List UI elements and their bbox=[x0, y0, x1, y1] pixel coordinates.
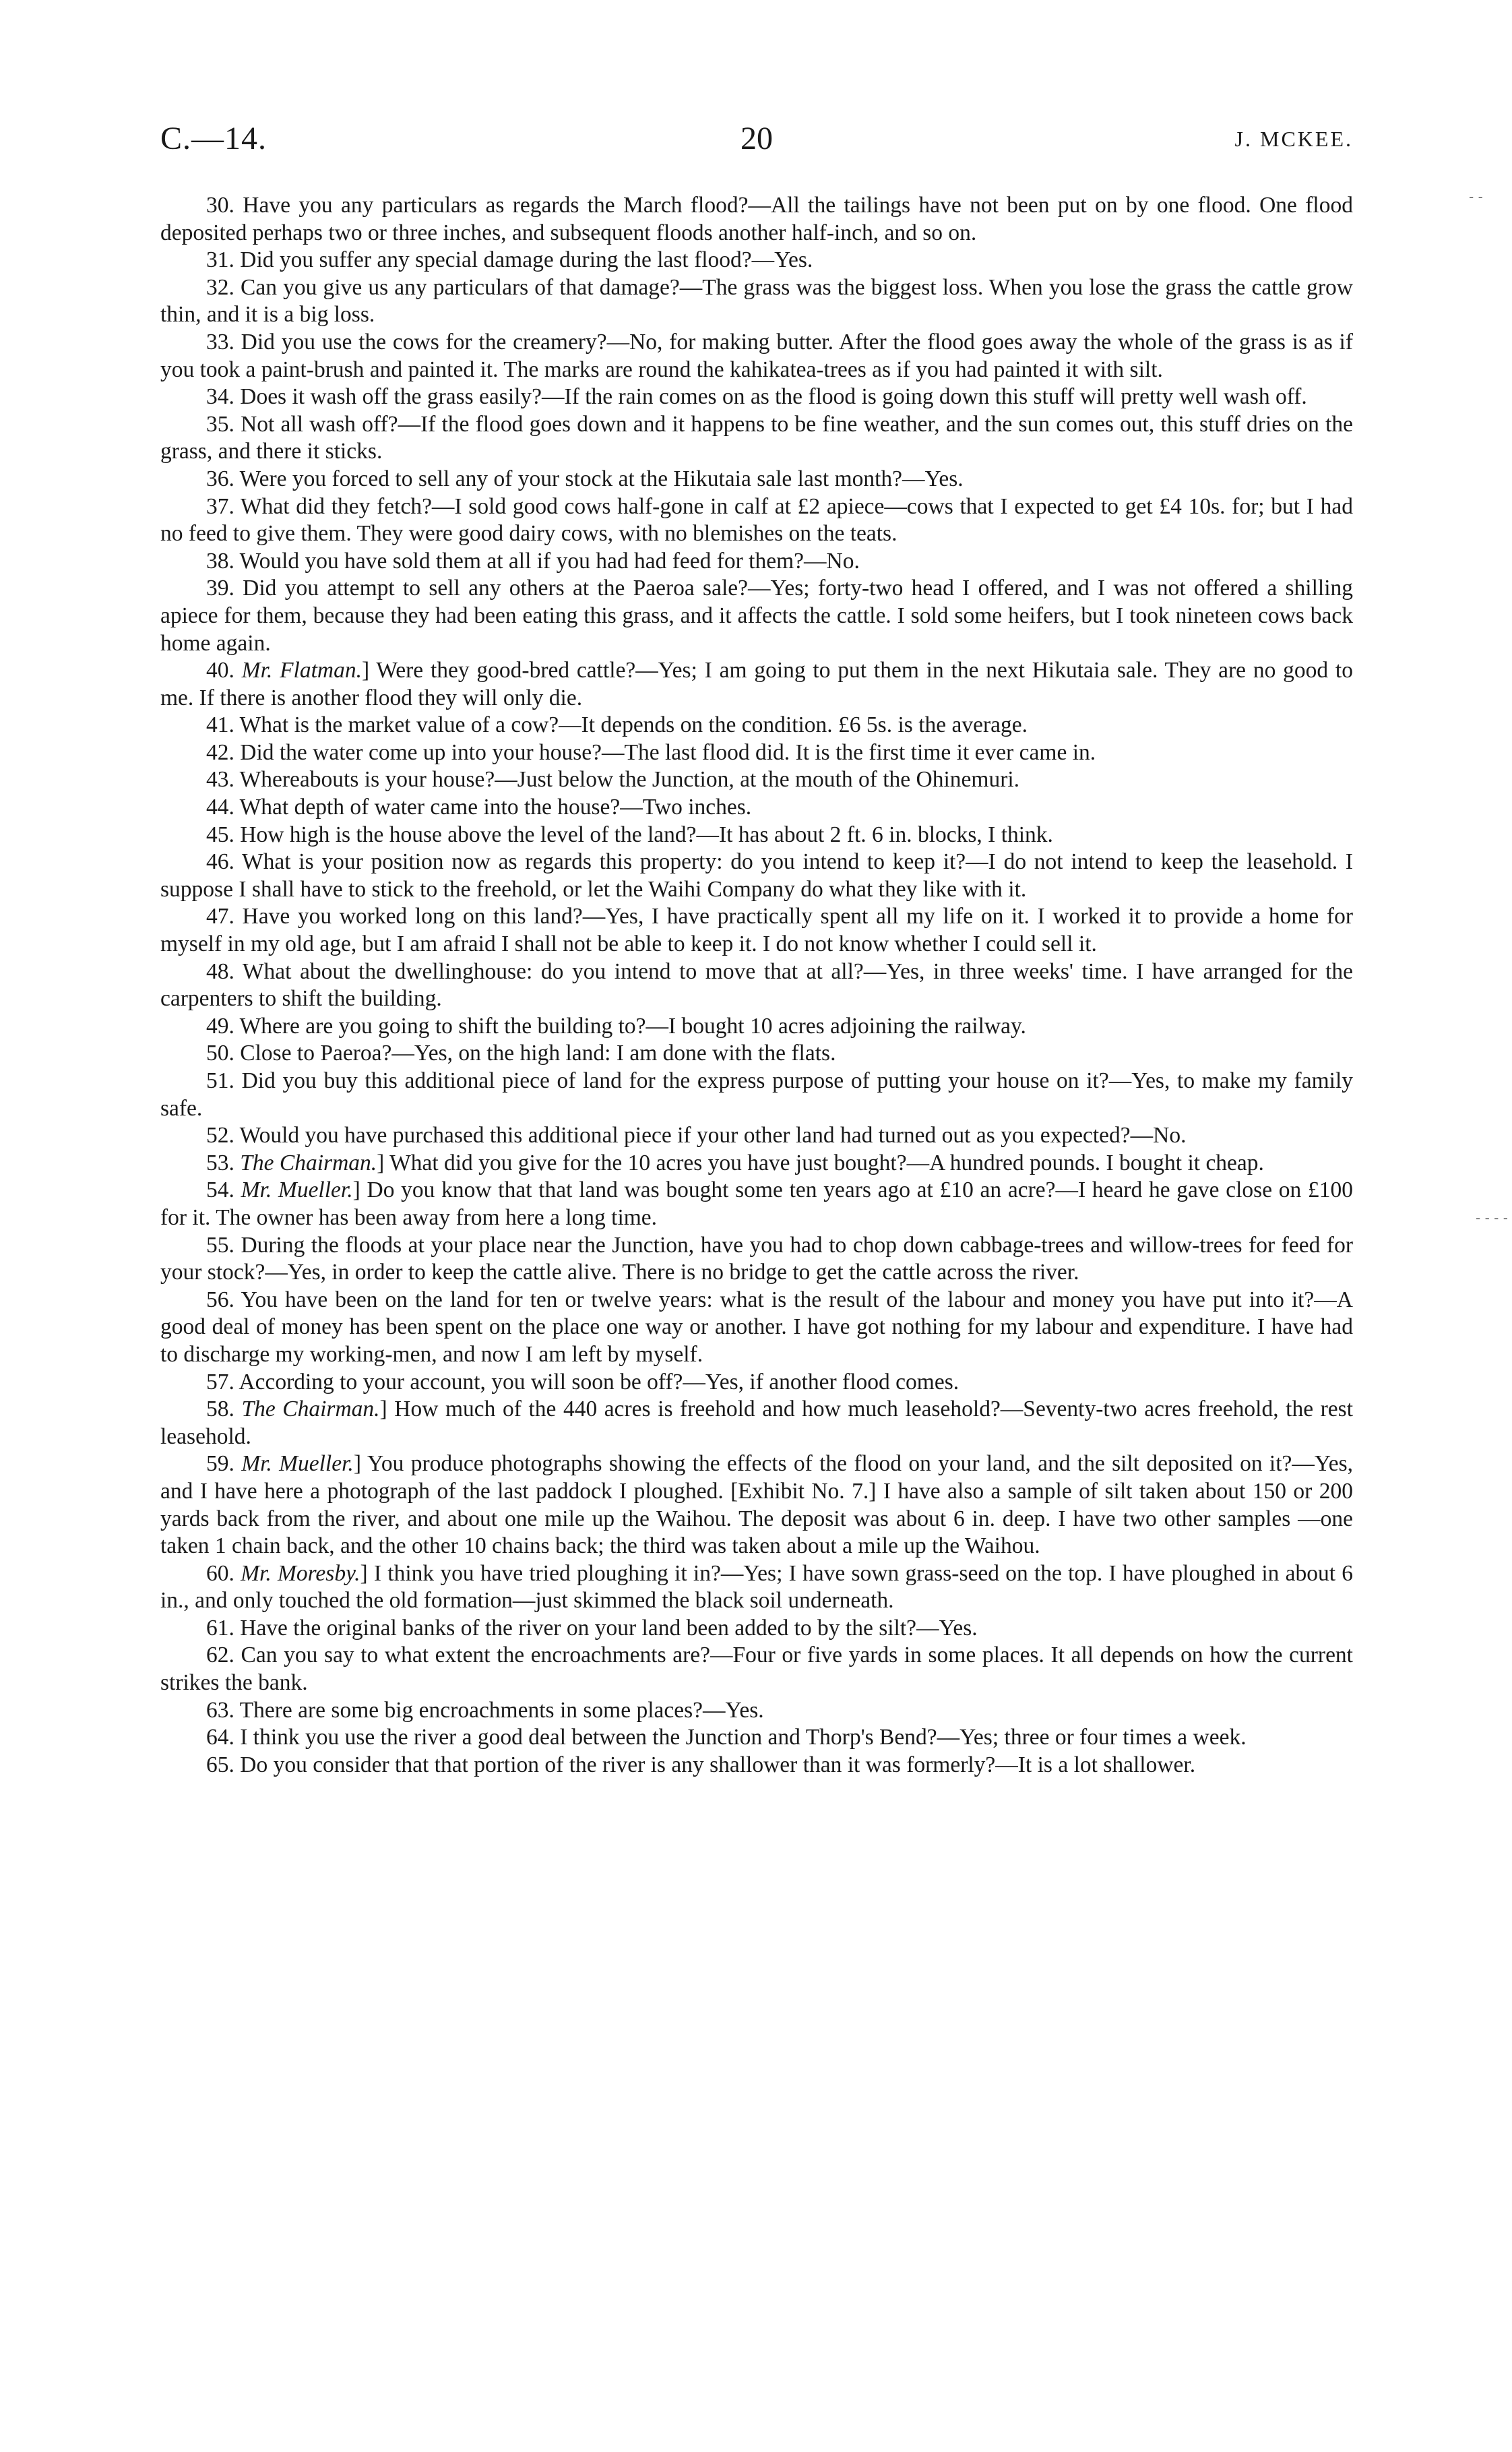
question-number: 57. bbox=[206, 1369, 234, 1394]
testimony-paragraph: 40. Mr. Flatman.] Were they good-bred cattle?—Yes; I am going to put them in the next Hikutaia sale. They are no good to me. If there is another flood they will only die. bbox=[160, 658, 1353, 710]
question-answer-text: Were they good-bred cattle?—Yes; I am going to put them in the next Hikutaia sale. They are no good to me. If there is another flood they will only die. bbox=[160, 658, 1353, 710]
testimony-paragraph bbox=[160, 903, 1353, 958]
question-answer-text: Whereabouts is your house?—Just below the Junction, at the mouth of the Ohinemuri. bbox=[239, 767, 1020, 793]
question-number: 36. bbox=[206, 466, 234, 491]
question-answer-text: Did you suffer any special damage during the last flood?—Yes. bbox=[240, 247, 813, 273]
question-answer-text: What depth of water came into the house?—Two inches. bbox=[239, 795, 752, 820]
testimony-paragraph bbox=[160, 958, 1353, 1013]
page-number: 20 bbox=[741, 121, 773, 156]
question-answer-text: Have the original banks of the river on your land been added to by the silt?—Yes. bbox=[240, 1615, 978, 1641]
testimony-paragraph bbox=[160, 1040, 1353, 1068]
question-number: 50. bbox=[206, 1041, 234, 1066]
testimony-paragraph bbox=[160, 1615, 1353, 1643]
question-number: 61. bbox=[206, 1615, 234, 1641]
question-answer-text: I think you have tried ploughing it in?—Yes; I have sown grass-seed on the top. I have ploughed in about 6 in., and only touched the old formation—just skimmed the black soil underneath. bbox=[160, 1560, 1354, 1614]
question-answer-text: Close to Paeroa?—Yes, on the high land: I am done with the flats. bbox=[240, 1041, 836, 1066]
margin-dash: - - - - bbox=[1476, 1210, 1508, 1226]
testimony-paragraph: 60. Mr. Moresby.] I think you have tried ploughing it in?—Yes; I have sown grass-seed on the top. I have ploughed in about 6 in., and only touched the old formation—just skimmed the black soil underneath. bbox=[160, 1560, 1354, 1614]
question-answer-text: Did you buy this additional piece of land for the express purpose of putting your house on it?—Yes, to make my family safe. bbox=[160, 1068, 1354, 1121]
question-answer-text: Did the water come up into your house?—The last flood did. It is the first time it ever came in. bbox=[240, 739, 1096, 765]
question-answer-text: What did they fetch?—I sold good cows half-gone in calf at £2 apiece—cows that I expected to get £4 10s. for; but I had no feed to give them. They were good dairy cows, with no blemishes on the teats. bbox=[160, 493, 1353, 547]
question-answer-text: Do you know that that land was bought some ten years ago at £10 an acre?—I heard he gave close on £100 for it. The owner has been away from here a long time. bbox=[160, 1177, 1354, 1230]
testimony-body bbox=[160, 192, 1353, 1779]
question-number: 30. bbox=[206, 193, 234, 218]
witness-name: J. MCKEE. bbox=[1234, 127, 1353, 151]
question-number: 47. bbox=[206, 904, 234, 929]
question-answer-text: Where are you going to shift the building to?—I bought 10 acres adjoining the railway. bbox=[239, 1013, 1026, 1039]
speaker-name: The Chairman. bbox=[241, 1397, 380, 1422]
speaker-name: The Chairman. bbox=[240, 1150, 377, 1175]
testimony-paragraph bbox=[160, 384, 1353, 411]
question-answer-text: Can you give us any particulars of that damage?—The grass was the biggest loss. When you lose the grass the cattle grow thin, and it is a big loss. bbox=[160, 274, 1353, 328]
margin-dash: - - bbox=[1469, 189, 1483, 205]
question-number: 52. bbox=[206, 1123, 234, 1148]
question-number: 40. bbox=[206, 658, 234, 683]
question-number: 55. bbox=[206, 1232, 234, 1258]
testimony-paragraph bbox=[160, 466, 1353, 493]
question-answer-text: Not all wash off?—If the flood goes down and it happens to be fine weather, and the sun comes out, this stuff dries on the grass, and there it sticks. bbox=[160, 411, 1353, 464]
question-answer-text: What did you give for the 10 acres you have just bought?—A hundred pounds. I bought it cheap. bbox=[389, 1150, 1264, 1175]
question-answer-text: Do you consider that that portion of the river is any shallower than it was formerly?—It is a lot shallower. bbox=[240, 1752, 1196, 1777]
question-number: 59. bbox=[206, 1451, 234, 1477]
speaker-name: Mr. Mueller. bbox=[241, 1177, 353, 1203]
document-reference: C.—14. bbox=[160, 121, 267, 156]
question-number: 60. bbox=[206, 1560, 234, 1586]
question-answer-text: Were you forced to sell any of your stock at the Hikutaia sale last month?—Yes. bbox=[239, 466, 964, 491]
speaker-name: Mr. Mueller. bbox=[241, 1451, 354, 1477]
testimony-paragraph bbox=[160, 1122, 1353, 1150]
question-number: 62. bbox=[206, 1643, 234, 1668]
speaker-name: Mr. Moresby. bbox=[241, 1560, 360, 1586]
question-number: 34. bbox=[206, 384, 234, 410]
testimony-paragraph bbox=[160, 548, 1353, 576]
question-number: 39. bbox=[206, 576, 234, 601]
question-answer-text: How high is the house above the level of the land?—It has about 2 ft. 6 in. blocks, I think. bbox=[240, 822, 1053, 847]
question-answer-text: Have you worked long on this land?—Yes, I have practically spent all my life on it. I worked it to provide a home for myself in my old age, but I am afraid I shall not be able to keep it. I do not know whether I could sell it. bbox=[160, 904, 1353, 957]
testimony-paragraph bbox=[160, 411, 1353, 466]
question-number: 51. bbox=[206, 1068, 234, 1093]
speaker-name: Mr. Flatman. bbox=[241, 658, 362, 683]
testimony-paragraph bbox=[160, 849, 1353, 903]
testimony-paragraph bbox=[160, 192, 1353, 247]
question-number: 56. bbox=[206, 1287, 234, 1312]
testimony-paragraph bbox=[160, 274, 1353, 329]
question-number: 53. bbox=[206, 1150, 234, 1175]
testimony-paragraph bbox=[160, 1068, 1353, 1122]
question-answer-text: During the floods at your place near the Junction, have you had to chop down cabbage-trees and willow-trees for feed for your stock?—Yes, in order to keep the cattle alive. There is no bridge to get the cattle across the river. bbox=[160, 1232, 1353, 1285]
testimony-paragraph bbox=[160, 1697, 1353, 1725]
question-number: 33. bbox=[206, 329, 234, 355]
testimony-paragraph bbox=[160, 1287, 1353, 1369]
question-number: 49. bbox=[206, 1013, 234, 1039]
testimony-paragraph: 54. Mr. Mueller.] Do you know that that land was bought some ten years ago at £10 an acre?—I heard he gave close on £100 for it. The owner has been away from here a long time. bbox=[160, 1177, 1354, 1230]
testimony-paragraph bbox=[160, 329, 1353, 384]
question-answer-text: You have been on the land for ten or twelve years: what is the result of the labour and money you have put into it?—A good deal of money has been spent on the place one way or another. I have got nothing for my labour and expenditure. I have had to discharge my working-men, and now I am left by myself. bbox=[160, 1287, 1353, 1367]
question-answer-text: Can you say to what extent the encroachments are?—Four or five yards in some places. It all depends on how the current strikes the bank. bbox=[160, 1643, 1353, 1696]
question-answer-text: Would you have purchased this additional piece if your other land had turned out as you expected?—No. bbox=[239, 1123, 1187, 1148]
question-answer-text: Did you attempt to sell any others at the Paeroa sale?—Yes; forty-two head I offered, and I was not offered a shilling apiece for them, because they had been eating this grass, and it affects the cattle. I sold some heifers, but I took nineteen cows back home again. bbox=[160, 576, 1354, 656]
page-header bbox=[160, 120, 1353, 167]
question-number: 54. bbox=[206, 1177, 234, 1203]
testimony-paragraph bbox=[160, 822, 1353, 849]
question-number: 37. bbox=[206, 493, 234, 519]
testimony-paragraph: 53. The Chairman.] What did you give for the 10 acres you have just bought?—A hundred pounds. I bought it cheap. bbox=[206, 1150, 1264, 1175]
question-answer-text: What is your position now as regards this property: do you intend to keep it?—I do not intend to keep the leasehold. I suppose I shall have to stick to the freehold, or let the Waihi Company do what they like with it. bbox=[160, 849, 1353, 902]
question-answer-text: What is the market value of a cow?—It depends on the condition. £6 5s. is the average. bbox=[239, 712, 1028, 738]
question-number: 31. bbox=[206, 247, 234, 273]
testimony-paragraph bbox=[160, 766, 1353, 794]
question-number: 35. bbox=[206, 411, 234, 437]
question-answer-text: I think you use the river a good deal between the Junction and Thorp's Bend?—Yes; three or four times a week. bbox=[240, 1725, 1247, 1750]
question-number: 46. bbox=[206, 849, 234, 875]
testimony-paragraph bbox=[160, 1369, 1353, 1397]
question-number: 45. bbox=[206, 822, 234, 847]
question-number: 43. bbox=[206, 767, 234, 793]
question-number: 38. bbox=[206, 548, 234, 574]
question-number: 32. bbox=[206, 274, 234, 300]
question-answer-text: Does it wash off the grass easily?—If the rain comes on as the flood is going down this stuff will pretty well wash off. bbox=[240, 384, 1307, 410]
testimony-paragraph bbox=[160, 1752, 1353, 1779]
question-number: 65. bbox=[206, 1752, 234, 1777]
question-number: 42. bbox=[206, 739, 234, 765]
question-answer-text: You produce photographs showing the effects of the flood on your land, and the silt deposited on it?—Yes, and I have here a photograph of the last paddock I ploughed. [Exhibit No. 7.] I have also a sample of silt taken about 150 or 200 yards back from the river, and about one mile up the Waihou. The deposit was about 6 in. deep. I have two other samples —one taken 1 chain back, and the other 10 chains back; the third was taken about a mile up the Waihou. bbox=[160, 1451, 1354, 1559]
question-answer-text: What about the dwellinghouse: do you intend to move that at all?—Yes, in three weeks' time. I have arranged for the carpenters to shift the building. bbox=[160, 958, 1353, 1012]
testimony-paragraph bbox=[160, 1642, 1353, 1696]
testimony-paragraph bbox=[160, 1724, 1353, 1752]
testimony-paragraph bbox=[160, 575, 1353, 657]
question-answer-text: There are some big encroachments in some places?—Yes. bbox=[239, 1697, 764, 1723]
testimony-paragraph: 58. The Chairman.] How much of the 440 acres is freehold and how much leasehold?—Seventy-two acres freehold, the rest leasehold. bbox=[160, 1397, 1354, 1449]
question-answer-text: Did you use the cows for the creamery?—No, for making butter. After the flood goes away the whole of the grass is as if you took a paint-brush and painted it. The marks are round the kahikatea-trees as if you had painted it with silt. bbox=[160, 329, 1353, 382]
testimony-paragraph bbox=[160, 247, 1353, 274]
question-number: 64. bbox=[206, 1725, 234, 1750]
testimony-paragraph bbox=[160, 1232, 1353, 1287]
question-number: 63. bbox=[206, 1697, 234, 1723]
question-number: 44. bbox=[206, 795, 234, 820]
question-answer-text: How much of the 440 acres is freehold and how much leasehold?—Seventy-two acres freehold, the rest leasehold. bbox=[160, 1397, 1354, 1449]
question-number: 41. bbox=[206, 712, 234, 738]
testimony-paragraph: 59. Mr. Mueller.] You produce photographs showing the effects of the flood on your land, and the silt deposited on it?—Yes, and I have here a photograph of the last paddock I ploughed. [Exhibit No. 7.] I have also a sample of silt taken about 150 or 200 yards back from the river, and about one mile up the Waihou. The deposit was about 6 in. deep. I have two other samples —one taken 1 chain back, and the other 10 chains back; the third was taken about a mile up the Waihou. bbox=[160, 1451, 1354, 1559]
question-answer-text: Have you any particulars as regards the March flood?—All the tailings have not been put on by one flood. One flood deposited perhaps two or three inches, and subsequent floods another half-inch, and so on. bbox=[160, 193, 1353, 245]
testimony-paragraph bbox=[160, 739, 1353, 767]
question-number: 58. bbox=[206, 1397, 234, 1422]
question-number: 48. bbox=[206, 958, 234, 984]
question-answer-text: Would you have sold them at all if you had had feed for them?—No. bbox=[239, 548, 860, 574]
testimony-paragraph bbox=[160, 712, 1353, 739]
testimony-paragraph bbox=[160, 794, 1353, 822]
question-answer-text: According to your account, you will soon be off?—Yes, if another flood comes. bbox=[239, 1369, 959, 1394]
testimony-paragraph bbox=[160, 493, 1353, 548]
testimony-paragraph bbox=[160, 1013, 1353, 1041]
